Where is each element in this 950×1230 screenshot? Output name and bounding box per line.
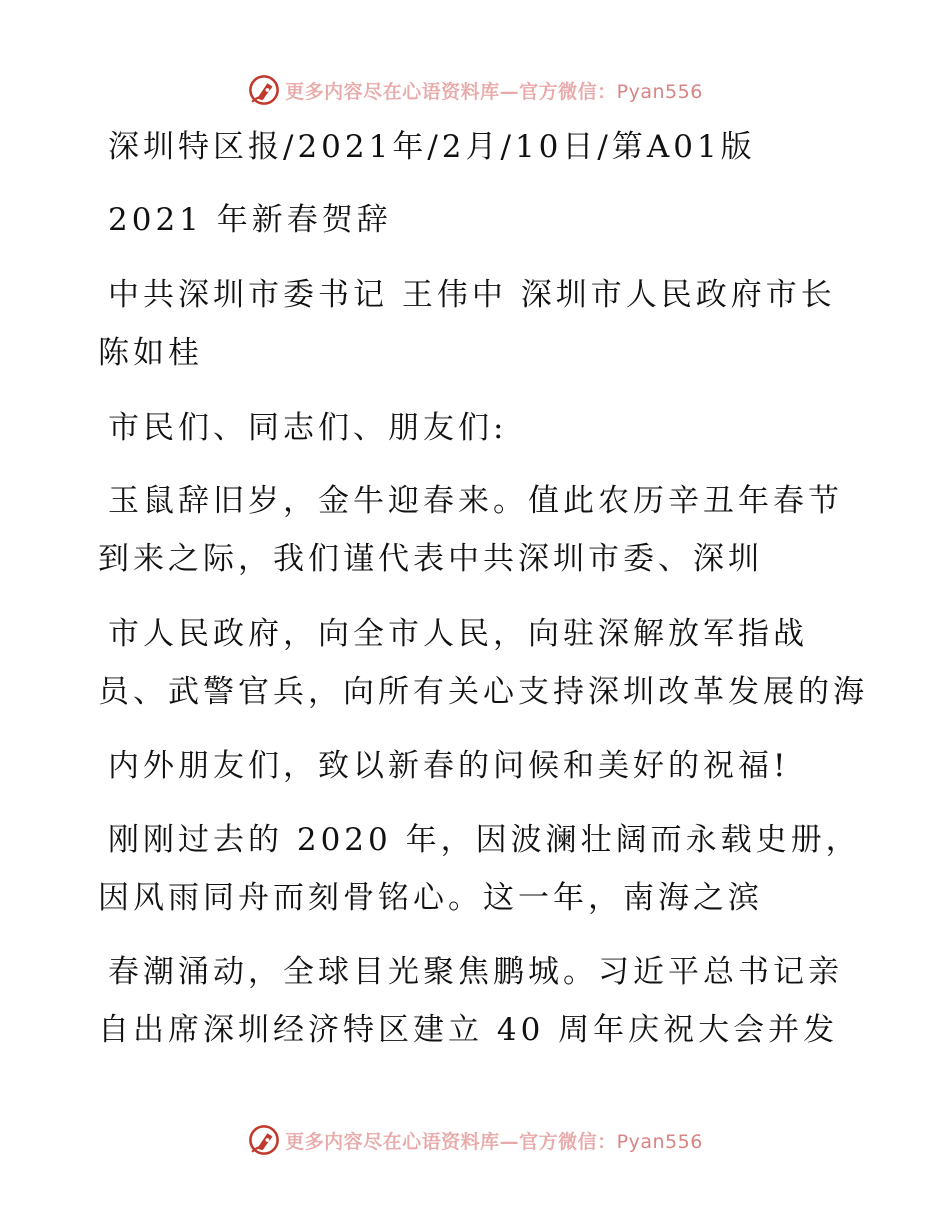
paragraph-line: 玉鼠辞旧岁，金牛迎春来。值此农历辛丑年春节 [108, 483, 843, 519]
pen-nib-logo-icon [247, 1123, 281, 1157]
paragraph-line: 市人民政府，向全市人民，向驻深解放军指战 [108, 616, 808, 652]
watermark-text: 更多内容尽在心语资料库—官方微信：Pyan556 [285, 80, 703, 103]
paragraph-line: 内外朋友们，致以新春的问候和美好的祝福! [108, 748, 790, 784]
footer-watermark-banner [0, 1120, 950, 1160]
paragraph-line: 到来之际，我们谨代表中共深圳市委、深圳 [98, 541, 763, 577]
wechat-id: Pyan556 [616, 80, 703, 103]
authors-line: 中共深圳市委书记 王伟中 深圳市人民政府市长 [108, 277, 836, 313]
source-line: 深圳特区报/2021年/2月/10日/第A01版 [108, 129, 756, 165]
paragraph-line: 因风雨同舟而刻骨铭心。这一年，南海之滨 [98, 880, 763, 916]
wechat-id: Pyan556 [616, 1130, 703, 1153]
salutation: 市民们、同志们、朋友们: [108, 410, 508, 446]
authors-line-continued: 陈如桂 [98, 335, 203, 371]
paragraph-line: 春潮涌动，全球目光聚焦鹏城。习近平总书记亲 [108, 954, 843, 990]
paragraph-line: 员、武警官兵，向所有关心支持深圳改革发展的海 [98, 674, 868, 710]
paragraph-line: 刚刚过去的 2020 年，因波澜壮阔而永载史册， [108, 822, 861, 858]
document-title: 2021 年新春贺辞 [108, 202, 392, 238]
watermark-text: 更多内容尽在心语资料库—官方微信：Pyan556 [285, 1130, 703, 1153]
paragraph-line: 自出席深圳经济特区建立 40 周年庆祝大会并发 [98, 1012, 839, 1048]
